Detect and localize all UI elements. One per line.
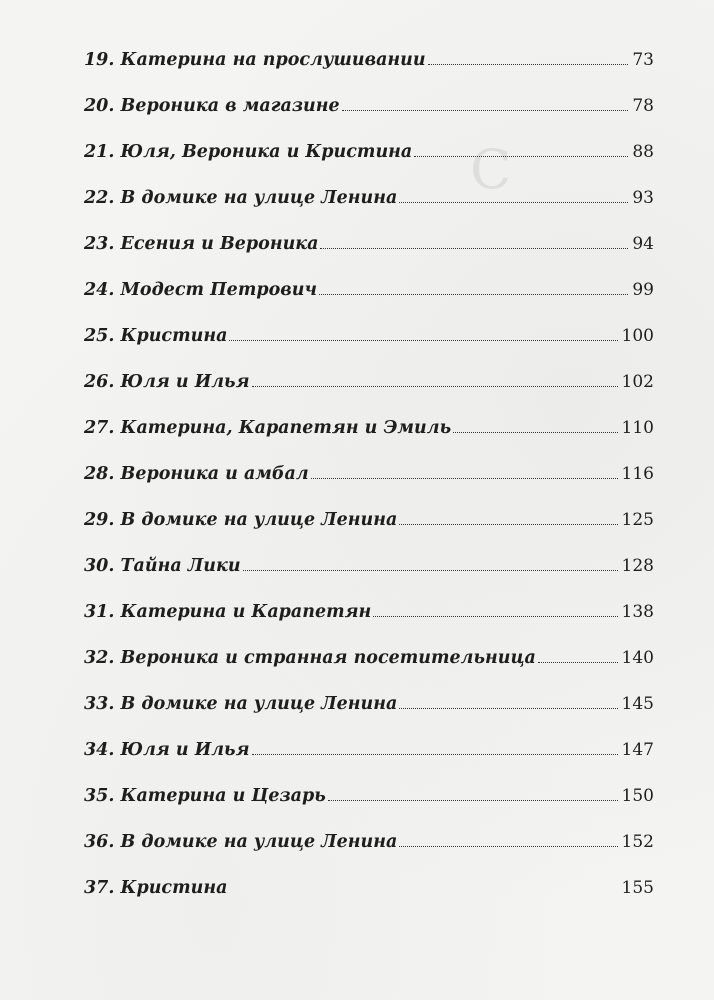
toc-entry-page: 155	[621, 878, 654, 898]
toc-entry-title: 26. Юля и Илья	[84, 372, 250, 392]
toc-entry-title: 21. Юля, Вероника и Кристина	[84, 142, 413, 162]
dot-leader	[399, 707, 617, 709]
toc-entry-page: 102	[621, 372, 654, 392]
toc-entry	[84, 822, 654, 852]
toc-entry-page: 125	[621, 510, 654, 530]
toc-entry-title: 25. Кристина	[84, 326, 228, 346]
toc-entry-title: 31. Катерина и Карапетян	[84, 602, 372, 622]
toc-entry	[84, 454, 654, 484]
dot-leader	[320, 247, 628, 249]
toc-entry	[84, 224, 654, 254]
toc-entry	[84, 546, 654, 576]
dot-leader	[252, 385, 618, 387]
toc-entry	[84, 178, 654, 208]
toc-entry-page: 93	[632, 188, 654, 208]
toc-entry	[84, 362, 654, 392]
toc-entry-page: 94	[632, 234, 654, 254]
toc-entry-page: 88	[632, 142, 654, 162]
toc-entry	[84, 500, 654, 530]
toc-entry	[84, 132, 654, 162]
toc-entry	[84, 316, 654, 346]
toc-entry-title: 19. Катерина на прослушивании	[84, 50, 426, 70]
toc-entry-title: 23. Есения и Вероника	[84, 234, 319, 254]
toc-entry-title: 20. Вероника в магазине	[84, 96, 340, 116]
toc-entry-title: 37. Кристина	[84, 878, 228, 898]
toc-entry	[84, 592, 654, 622]
dot-leader	[414, 155, 628, 157]
toc-entry	[84, 776, 654, 806]
toc-entry-page: 147	[621, 740, 654, 760]
toc-entry	[84, 40, 654, 70]
toc-entry-page: 110	[621, 418, 654, 438]
dot-leader	[252, 753, 618, 755]
dot-leader	[453, 431, 617, 433]
dot-leader	[399, 201, 628, 203]
dot-leader	[538, 661, 618, 663]
toc-entry-title: 32. Вероника и странная посетительница	[84, 648, 536, 668]
toc-entry-page: 152	[621, 832, 654, 852]
dot-leader	[399, 523, 617, 525]
toc-entry-title: 28. Вероника и амбал	[84, 464, 309, 484]
toc-entry	[84, 868, 654, 898]
dot-leader	[328, 799, 618, 801]
toc-entry	[84, 730, 654, 760]
toc-entry-title: 24. Модест Петрович	[84, 280, 317, 300]
toc-entry-title: 36. В домике на улице Ленина	[84, 832, 398, 852]
dot-leader	[399, 845, 617, 847]
dot-leader	[428, 63, 629, 65]
dot-leader	[373, 615, 617, 617]
dot-leader	[229, 339, 617, 341]
dot-leader	[311, 477, 618, 479]
toc-entry-title: 33. В домике на улице Ленина	[84, 694, 398, 714]
toc-entry-title: 30. Тайна Лики	[84, 556, 241, 576]
dot-leader	[342, 109, 629, 111]
toc-entry-title: 35. Катерина и Цезарь	[84, 786, 326, 806]
toc-entry-page: 100	[621, 326, 654, 346]
toc-entry-page: 128	[621, 556, 654, 576]
toc-entry	[84, 408, 654, 438]
toc-entry-title: 34. Юля и Илья	[84, 740, 250, 760]
toc-entry-page: 116	[621, 464, 654, 484]
toc-entry-page: 73	[632, 50, 654, 70]
dot-leader	[243, 569, 618, 571]
toc-entry	[84, 684, 654, 714]
toc-entry-page: 138	[621, 602, 654, 622]
toc-entry	[84, 270, 654, 300]
toc-entry-title: 29. В домике на улице Ленина	[84, 510, 398, 530]
toc-entry-page: 99	[632, 280, 654, 300]
toc-entry-title: 27. Катерина, Карапетян и Эмиль	[84, 418, 452, 438]
toc-entry	[84, 638, 654, 668]
toc-entry	[84, 86, 654, 116]
show-through-heading: С	[470, 138, 514, 201]
toc-entry-page: 150	[621, 786, 654, 806]
toc-entry-title: 22. В домике на улице Ленина	[84, 188, 398, 208]
toc-entry-page: 140	[621, 648, 654, 668]
toc-entry-page: 78	[632, 96, 654, 116]
dot-leader	[319, 293, 628, 295]
toc-entry-page: 145	[621, 694, 654, 714]
